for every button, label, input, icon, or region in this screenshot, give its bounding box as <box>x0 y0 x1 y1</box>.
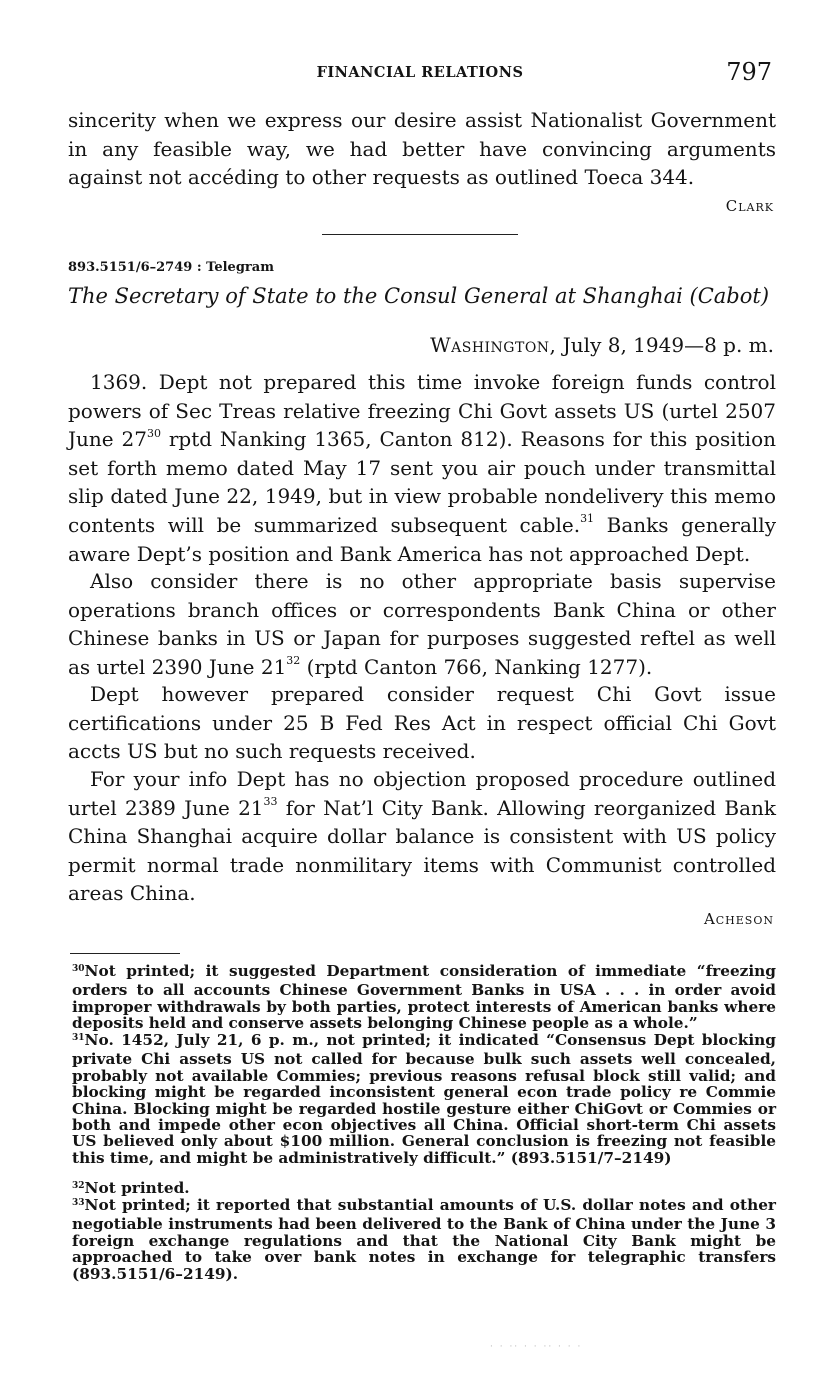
p4-text-a: For your info Dept has no objection proposed procedure outlined urtel 2389 June 21 <box>68 767 776 820</box>
scan-artifact: · · ·· · · ·· · · · <box>490 1342 583 1352</box>
footnote-30 <box>72 963 776 1032</box>
footnote-ref-32: 32 <box>286 654 301 668</box>
footnote-ref-31: 31 <box>580 512 595 526</box>
section-divider <box>322 234 518 235</box>
dateline-date: July 8, 1949—8 p. m. <box>556 333 774 357</box>
p1-text-b: rptd Nanking 1365, Canton 812). Reasons for this position set forth memo dated May 17 sent you air pouch under transmittal slip dated June 22, 1949, but in view probable nondelivery this memo contents will be summarized subsequent cable. <box>68 427 776 537</box>
telegram-paragraph-1 <box>68 368 776 568</box>
footnote-mark: 30 <box>72 964 85 974</box>
p2-text-b: (rptd Canton 766, Nanking 1277). <box>300 654 653 679</box>
document-heading: The Secretary of State to the Consul General at Shanghai (Cabot) <box>68 284 770 308</box>
telegram-paragraph-2 <box>68 567 776 681</box>
running-head <box>68 58 772 88</box>
footnote-text: Not printed; it reported that substantial amounts of U.S. dollar notes and other negotiable instruments had been delivered to the Bank of China under the June 3 foreign exchange regulations and that the National City Bank might be approached to take over bank notes in exchange for telegraphic transfers (893.5151/6–2149). <box>72 1196 776 1283</box>
p4-text-b: for Nat’l City Bank. Allowing reorganized Bank China Shanghai acquire dollar balance is consistent with US policy permit normal trade nonmilitary items with Communist controlled areas China. <box>68 795 777 906</box>
footnote-rule <box>70 953 180 954</box>
footnote-mark: 32 <box>72 1181 85 1191</box>
footnote-mark: 33 <box>72 1198 85 1208</box>
footnote-ref-33: 33 <box>263 794 278 808</box>
p1-text-a: 1369. Dept not prepared this time invoke foreign funds control powers of Sec Treas relative freezing Chi Govt assets US (urtel 2507 June 27 <box>68 370 776 452</box>
signature-clark: Clark <box>725 197 774 215</box>
file-number: 893.5151/6–2749 : Telegram <box>68 260 274 275</box>
page-number: 797 <box>726 58 772 86</box>
telegram-paragraph-3: Dept however prepared consider request Chi Govt issue certifications under 25 B Fed Res Act in respect official Chi Govt accts US but no such requests received. <box>68 682 776 764</box>
running-title: FINANCIAL RELATIONS <box>316 64 524 81</box>
dateline <box>430 333 774 357</box>
footnote-text: No. 1452, July 21, 6 p. m., not printed; it indicated “Consensus Dept blocking private Chi assets US not called for because bulk such assets well concealed, probably not available Commies; previous reasons refusal block still valid; and blocking might be regarded inconsistent general econ trade policy re Commie China. Blocking might be regarded hostile gesture either ChiGovt or Commies or both and impede other econ objectives all China. Official short-term Chi assets US believed only about $100 million. General conclusion is freezing not feasible this time, and might be administratively difficult.” (893.5151/7–2149) <box>72 1031 776 1167</box>
p2-text-a: Also consider there is no other appropriate basis supervise operations branch offices or correspondents Bank China or other Chinese banks in US or Japan for purposes suggested reftel as well as urtel 2390 June 21 <box>68 569 776 679</box>
footnote-text: Not printed. <box>84 1179 190 1197</box>
footnote-33 <box>72 1197 776 1282</box>
footnote-text: Not printed; it suggested Department consideration of immediate “freezing orders to all accounts Chinese Government Banks in USA . . . in order avoid improper withdrawals by both parties, protect interests of American banks where deposits held and conserve assets belonging Chinese people as a whole.” <box>72 962 776 1033</box>
footnote-31 <box>72 1032 776 1166</box>
signature-acheson: Acheson <box>703 910 774 928</box>
footnote-mark: 31 <box>72 1033 85 1043</box>
dateline-place: Washington, <box>430 333 557 357</box>
telegram-paragraph-4 <box>68 765 776 908</box>
footnote-ref-30: 30 <box>146 426 161 440</box>
p1-text-c: Banks generally aware Dept’s position and Bank America has not approached Dept. <box>68 512 776 566</box>
continuation-paragraph: sincerity when we express our desire assist Nationalist Government in any feasible way, we had better have convincing arguments against not accéding to other requests as outlined Toeca 344. <box>68 108 776 190</box>
